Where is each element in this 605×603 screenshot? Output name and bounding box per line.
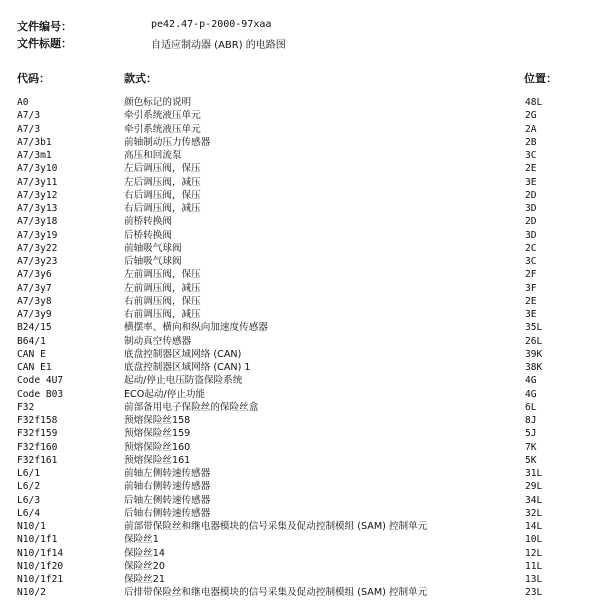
table-row [0,480,605,493]
row-description: 后轴右侧转速传感器 [124,507,211,519]
table-row [0,401,605,414]
doc-title-label: 文件标题： [17,37,72,50]
table-row [0,388,605,401]
row-position: 5K [525,454,537,466]
table-row [0,586,605,599]
row-code: L6/3 [17,494,41,506]
row-description: 前部备用电子保险丝的保险丝盒 [124,401,259,413]
table-row [0,321,605,334]
row-description: ECO起动/停止功能 [124,388,206,400]
row-description: 保险丝14 [124,547,165,559]
row-position: 2A [525,123,537,135]
table-row [0,295,605,308]
row-code: F32f158 [17,415,58,426]
row-position: 34L [525,494,543,506]
row-description: 保险丝21 [124,574,165,585]
table-row [0,176,605,189]
row-description: 颜色标记的说明 [124,97,192,108]
row-description: 前轴吸气球阀 [124,242,182,254]
row-position: 11L [525,560,543,572]
table-row [0,374,605,387]
row-code: A7/3y23 [17,256,58,267]
row-position: 3E [525,176,537,188]
table-row [0,414,605,427]
doc-number-row [17,18,72,34]
table-row [0,229,605,242]
row-code: N10/1f14 [17,547,64,559]
table-row [0,361,605,374]
row-code: A7/3b1 [17,136,52,148]
table-row [0,96,605,109]
row-code: F32 [17,401,35,413]
parts-list [0,96,605,600]
row-description: 横摆率、横向和纵向加速度传感器 [124,322,268,334]
row-code: N10/1f21 [17,574,64,585]
row-description: 预熔保险丝160 [124,441,191,453]
row-description: 保险丝1 [124,534,159,546]
table-row [0,547,605,560]
row-description: 预熔保险丝158 [124,415,191,426]
row-code: A7/3 [17,123,41,135]
row-position: 26L [525,335,543,347]
row-position: 6L [525,401,537,413]
row-code: B24/15 [17,322,52,334]
row-description: 牵引系统液压单元 [124,123,201,135]
row-description: 左后调压阀，减压 [124,176,201,188]
row-description: 右前调压阀，减压 [124,309,201,320]
doc-title-row [17,35,72,51]
table-row [0,268,605,281]
table-row [0,308,605,321]
row-position: 39K [525,348,543,360]
row-description: 预熔保险丝159 [124,428,191,440]
table-row [0,335,605,348]
row-code: A7/3y13 [17,203,58,214]
row-description: 右前调压阀，保压 [124,295,201,307]
table-row [0,215,605,228]
row-description: 牵引系统液压单元 [124,110,201,122]
row-position: 3D [525,229,537,241]
row-position: 2E [525,163,537,175]
row-code: CAN E1 [17,362,52,373]
row-code: L6/2 [17,481,41,493]
row-code: L6/1 [17,468,41,479]
row-position: 29L [525,481,543,493]
row-code: B64/1 [17,335,46,347]
row-description: 后轴吸气球阀 [124,256,182,267]
table-row [0,109,605,122]
row-position: 5J [525,428,537,440]
table-row [0,202,605,215]
table-row [0,348,605,361]
row-position: 8J [525,415,537,426]
table-row [0,573,605,586]
table-row [0,454,605,467]
row-description: 前轴左侧转速传感器 [124,468,211,479]
row-position: 23L [525,587,543,599]
row-code: A7/3y8 [17,295,52,307]
row-code: F32f160 [17,441,58,453]
column-header-pos: 位置： [524,72,557,85]
row-code: L6/4 [17,507,41,519]
row-description: 预熔保险丝161 [124,454,191,466]
table-row [0,520,605,533]
table-row [0,189,605,202]
table-row [0,123,605,136]
row-position: 13L [525,574,543,585]
row-description: 后轴左侧转速传感器 [124,494,211,506]
table-row [0,533,605,546]
row-description: 后桥转换阀 [124,229,172,241]
row-code: Code B03 [17,388,64,400]
row-position: 3C [525,150,537,161]
row-description: 高压和回流泵 [124,150,182,161]
row-description: 左前调压阀，减压 [124,282,201,294]
table-row [0,441,605,454]
row-position: 12L [525,547,543,559]
row-description: 后排带保险丝和继电器模块的信号采集及促动控制模组 (SAM) 控制单元 [124,587,428,599]
row-position: 3D [525,203,537,214]
row-description: 底盘控制器区域网络 (CAN) 1 [124,362,251,373]
row-description: 右后调压阀，减压 [124,203,201,214]
row-code: A7/3y18 [17,216,58,228]
table-row [0,427,605,440]
row-code: N10/1f1 [17,534,58,546]
row-code: A7/3y11 [17,176,58,188]
row-description: 底盘控制器区域网络 (CAN) [124,348,242,360]
row-code: A7/3m1 [17,150,52,161]
column-header-desc: 款式： [124,72,157,85]
row-position: 2B [525,136,537,148]
row-code: A7/3y12 [17,189,58,201]
doc-number-value: pe42.47-p-2000-97xaa [151,19,272,30]
row-description: 前桥转换阀 [124,216,172,228]
row-position: 35L [525,322,543,334]
row-description: 前轴右侧转速传感器 [124,481,211,493]
row-position: 48L [525,97,543,108]
column-header-code: 代码： [17,72,50,85]
row-code: N10/2 [17,587,46,599]
row-code: Code 4U7 [17,375,64,387]
table-row [0,136,605,149]
table-row [0,242,605,255]
row-code: A0 [17,97,29,108]
table-row [0,507,605,520]
doc-number-label: 文件编号： [17,20,72,33]
row-position: 2D [525,216,537,228]
table-row [0,282,605,295]
table-row [0,255,605,268]
row-position: 2G [525,110,537,122]
row-code: F32f159 [17,428,58,440]
row-position: 32L [525,507,543,519]
row-description: 左后调压阀，保压 [124,163,201,175]
row-description: 前部带保险丝和继电器模块的信号采集及促动控制模组 (SAM) 控制单元 [124,521,428,532]
row-position: 14L [525,521,543,532]
row-position: 2E [525,295,537,307]
row-code: A7/3y22 [17,242,58,254]
row-code: A7/3 [17,110,41,122]
row-position: 3E [525,309,537,320]
row-description: 右后调压阀，保压 [124,189,201,201]
table-row [0,149,605,162]
row-position: 31L [525,468,543,479]
table-row [0,494,605,507]
row-code: A7/3y19 [17,229,58,241]
row-position: 2C [525,242,537,254]
table-row [0,467,605,480]
row-description: 起动/停止电压防盗保险系统 [124,375,243,387]
row-code: A7/3y7 [17,282,52,294]
row-description: 保险丝20 [124,560,165,572]
row-position: 4G [525,388,537,400]
row-position: 3F [525,282,537,294]
table-row [0,162,605,175]
row-description: 左前调压阀，保压 [124,269,201,281]
row-description: 制动真空传感器 [124,335,192,347]
row-position: 4G [525,375,537,387]
row-code: N10/1f20 [17,560,64,572]
table-row [0,560,605,573]
row-position: 2F [525,269,537,281]
row-position: 38K [525,362,543,373]
row-code: A7/3y9 [17,309,52,320]
row-code: A7/3y6 [17,269,52,281]
row-position: 3C [525,256,537,267]
row-code: CAN E [17,348,46,360]
row-description: 前轴制动压力传感器 [124,136,211,148]
doc-title-value: 自适应制动器 (ABR) 的电路图 [151,40,286,51]
row-code: F32f161 [17,454,58,466]
row-code: N10/1 [17,521,46,532]
row-position: 7K [525,441,537,453]
row-position: 10L [525,534,543,546]
row-position: 2D [525,189,537,201]
row-code: A7/3y10 [17,163,58,175]
